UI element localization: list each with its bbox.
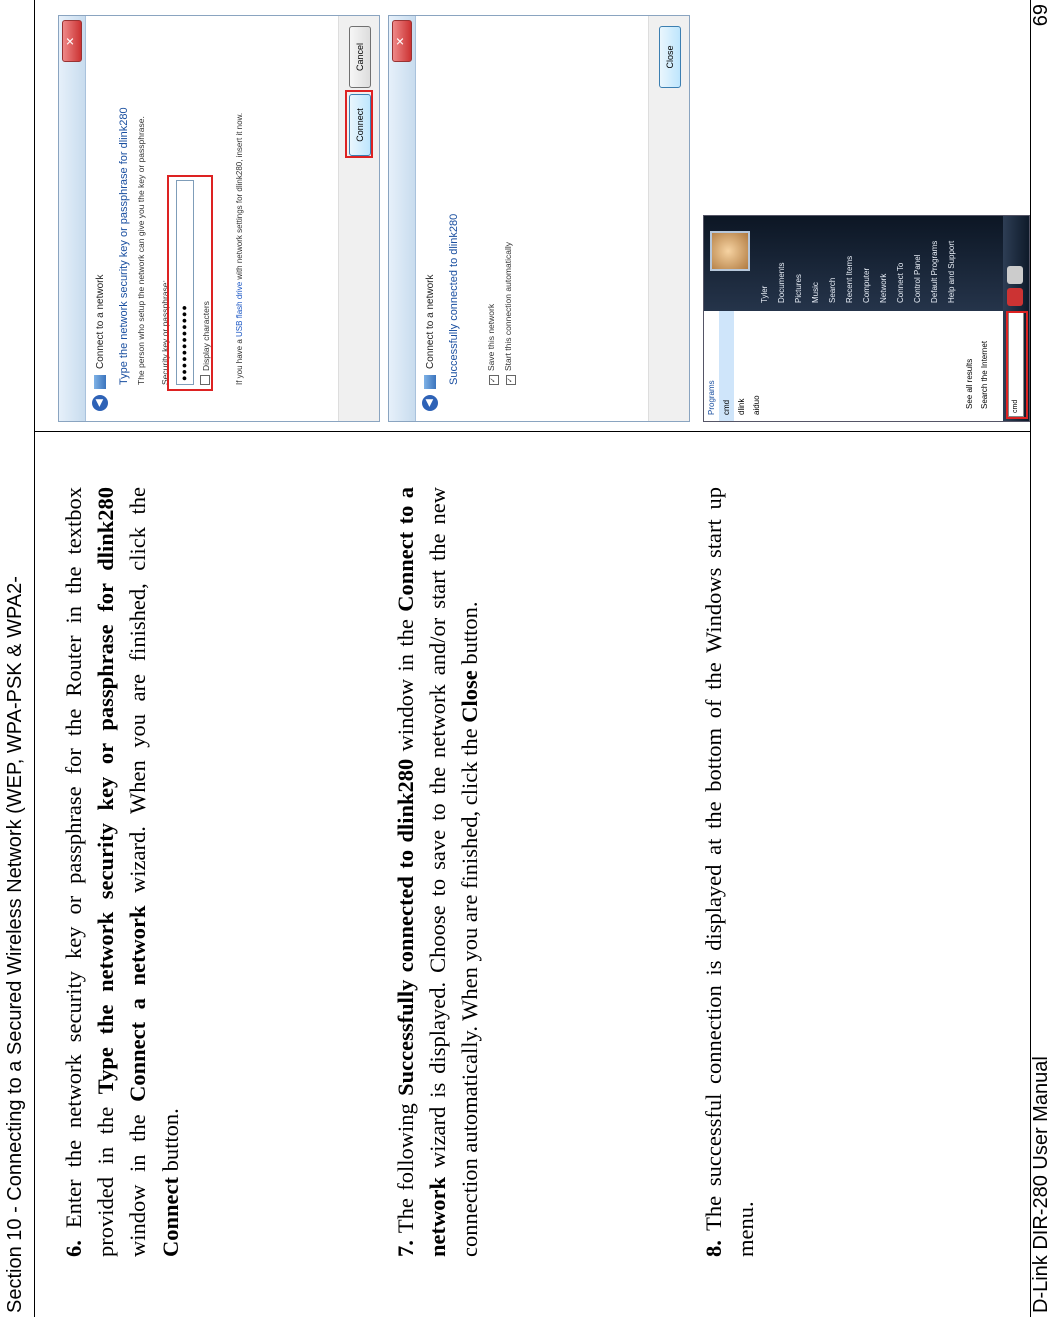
menu-item[interactable]: Help and Support xyxy=(947,240,956,303)
connect-button[interactable]: Connect xyxy=(349,94,371,156)
start-menu-right-pane xyxy=(704,216,1003,311)
step-text: button. xyxy=(157,1108,183,1177)
step-number: 6. xyxy=(61,1240,86,1257)
wizard-header xyxy=(416,16,444,421)
usb-note xyxy=(231,16,248,421)
step-text: window in the xyxy=(125,1101,151,1257)
search-links xyxy=(959,329,995,421)
menu-item[interactable]: Recent Items xyxy=(845,255,854,303)
start-auto-checkbox[interactable] xyxy=(501,16,518,421)
cancel-button[interactable]: Cancel xyxy=(349,26,371,88)
success-dialog-screenshot xyxy=(388,15,690,422)
menu-item[interactable]: Music xyxy=(811,282,820,303)
footer-page-number: 69 xyxy=(1030,4,1052,27)
start-menu-left-pane xyxy=(704,311,1003,421)
program-item[interactable]: dlink xyxy=(737,398,746,415)
checkbox-checked-icon[interactable]: ✓ xyxy=(489,375,499,385)
power-icon[interactable] xyxy=(1007,288,1023,306)
passphrase-dialog-screenshot xyxy=(58,15,380,422)
highlight-box-search xyxy=(1006,311,1028,419)
menu-item[interactable]: Pictures xyxy=(794,274,803,303)
wizard-title: Connect to a network xyxy=(94,274,106,369)
step-number: 7. xyxy=(393,1240,418,1257)
menu-item[interactable]: Connect To xyxy=(896,262,905,303)
usb-note-text: with network settings for dlink280, insert it now. xyxy=(235,112,244,282)
close-icon[interactable] xyxy=(392,20,412,62)
close-icon[interactable] xyxy=(62,20,82,62)
start-menu-screenshot xyxy=(703,215,1030,422)
lock-icon[interactable] xyxy=(1007,266,1023,284)
programs-header: Programs xyxy=(707,380,716,415)
step-number: 8. xyxy=(701,1240,726,1257)
menu-item[interactable]: Network xyxy=(879,273,888,303)
menu-item[interactable]: Tyler xyxy=(760,285,769,303)
step-8 xyxy=(698,487,762,1257)
step-bold: Connect to a network xyxy=(393,487,451,1257)
network-icon xyxy=(424,375,436,389)
search-internet-link[interactable]: Search the Internet xyxy=(980,340,989,409)
back-arrow-icon[interactable]: ◀ xyxy=(422,395,438,411)
wizard-hint: The person who setup the network can give you the key or passphrase. xyxy=(136,116,146,385)
see-all-results-link[interactable]: See all results xyxy=(965,358,974,409)
highlight-box-connect xyxy=(345,90,373,158)
checkbox-label: Display characters xyxy=(201,301,211,371)
security-key-input[interactable]: ●●●●●●●●●●●● xyxy=(176,180,194,385)
step-text: Enter the network security key or passphrase for the Router in the textbox provided in the xyxy=(61,487,119,1257)
step-bold: Type the network security key or passphrase for dlink280 xyxy=(93,487,119,1095)
program-item[interactable]: aiduo xyxy=(752,395,761,415)
close-button[interactable]: Close xyxy=(659,26,681,88)
step-text: The successful connection is displayed at the bottom of the Windows start up menu. xyxy=(701,487,759,1257)
dialog-titlebar xyxy=(389,16,416,421)
start-search-input[interactable]: cmd xyxy=(1008,312,1024,417)
save-network-checkbox[interactable] xyxy=(484,16,501,421)
checkbox-checked-icon[interactable]: ✓ xyxy=(506,375,516,385)
step-text: window in the xyxy=(393,611,418,759)
step-text: The following xyxy=(393,1095,418,1241)
checkbox-label: Save this network xyxy=(486,303,496,371)
step-6 xyxy=(58,487,187,1257)
footer-manual-name: D-Link DIR-280 User Manual xyxy=(1030,1056,1052,1313)
wizard-heading: Type the network security key or passphrase for dlink280 xyxy=(118,107,130,385)
usb-link[interactable]: USB flash drive xyxy=(235,281,244,337)
menu-item[interactable]: Control Panel xyxy=(913,254,922,303)
step-bold: Successfully connected to dlink280 xyxy=(393,758,418,1096)
highlight-box-field xyxy=(167,175,213,391)
step-7 xyxy=(390,487,487,1257)
menu-item[interactable]: Default Programs xyxy=(930,240,939,303)
step-text: button. xyxy=(457,601,483,671)
menu-item[interactable]: Documents xyxy=(777,262,786,303)
wizard-header xyxy=(86,16,114,421)
step-bold: Connect xyxy=(157,1177,183,1257)
vertical-rule xyxy=(34,431,1030,432)
checkbox-label: Start this connection automatically xyxy=(503,242,513,371)
user-avatar xyxy=(710,231,750,271)
step-text: wizard is displayed. Choose to save to the network and/or start the new connection automatically. When you are finished, click the xyxy=(425,487,483,1257)
dialog-button-bar xyxy=(648,16,689,421)
step-bold: Close xyxy=(457,670,483,723)
dialog-button-bar xyxy=(338,16,379,421)
start-menu-bottom xyxy=(1003,216,1029,421)
menu-item[interactable]: Search xyxy=(828,277,837,303)
dialog-titlebar xyxy=(59,16,86,421)
step-bold: Connect a network xyxy=(125,905,151,1102)
program-item[interactable]: cmd xyxy=(719,311,734,421)
network-icon xyxy=(94,375,106,389)
wizard-heading: Successfully connected to dlink280 xyxy=(448,213,460,385)
menu-item[interactable]: Computer xyxy=(862,267,871,303)
section-header: Section 10 - Connecting to a Secured Wireless Network (WEP, WPA-PSK & WPA2- xyxy=(4,576,26,1313)
back-arrow-icon[interactable]: ◀ xyxy=(92,395,108,411)
wizard-title: Connect to a network xyxy=(424,274,436,369)
security-key-label: Security key or passphrase: xyxy=(160,280,170,385)
usb-note-text: If you have a xyxy=(235,336,244,385)
top-rule xyxy=(34,0,35,1317)
step-text: wizard. When you are finished, click the xyxy=(125,487,151,906)
